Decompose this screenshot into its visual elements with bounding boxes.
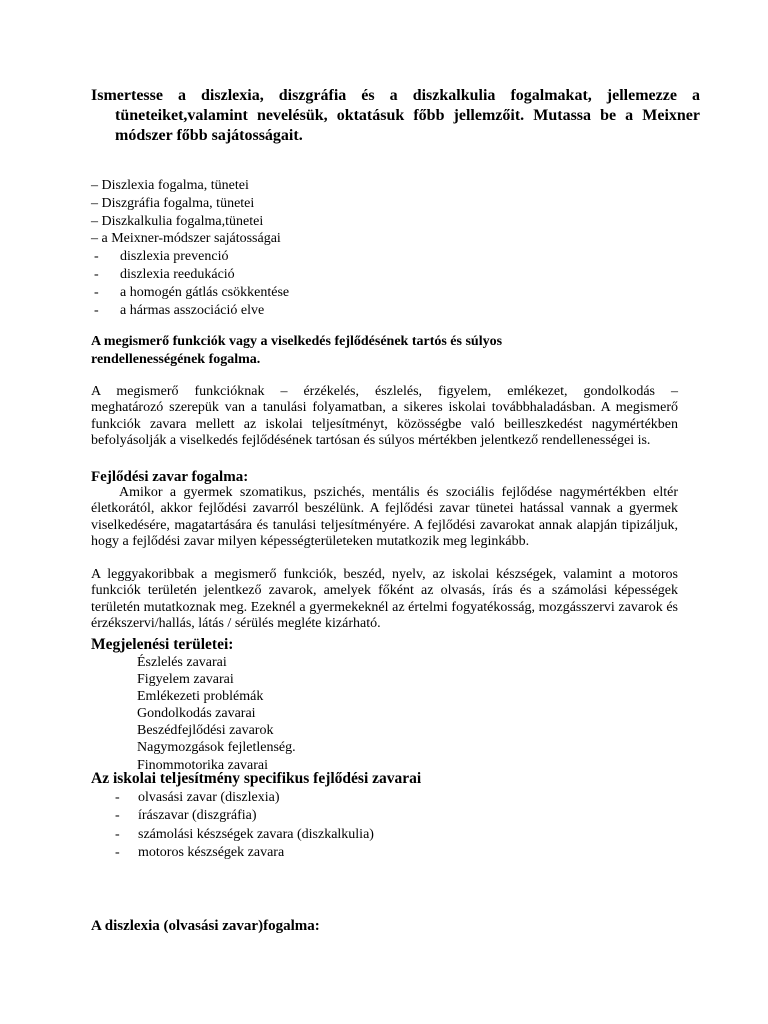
subtopic-text: a hármas asszociáció elve bbox=[120, 302, 265, 318]
topic-item bbox=[91, 177, 491, 195]
dash: - bbox=[115, 808, 120, 824]
list-item: Gondolkodás zavarai bbox=[137, 706, 256, 722]
dash: - bbox=[115, 844, 120, 860]
subtopic-text: diszlexia prevenció bbox=[120, 249, 229, 265]
paragraph-text: Amikor a gyermek szomatikus, pszichés, mentális és szociális fejlődése nagymértékben eltér életkorától, akkor fejlődési zavarról beszélünk. A fejlődési zavar tünetei hatással vannak a gyermek viselkedésére, magatartására és tanulási teljesítményére. A fejlődési zavarokat annak alapján tipizáljuk, hogy a fejlődési zavar milyen képességterületeken mutatkozik meg leginkább. bbox=[91, 485, 678, 550]
dash: - bbox=[94, 284, 99, 300]
paragraph bbox=[91, 485, 678, 551]
list-item-text: olvasási zavar (diszlexia) bbox=[138, 790, 280, 805]
list-item bbox=[91, 807, 374, 825]
topic-item bbox=[91, 230, 491, 248]
subtopic-item bbox=[91, 266, 491, 284]
subtopic-text: diszlexia reedukáció bbox=[120, 266, 235, 282]
area-list bbox=[137, 654, 296, 774]
topic-item bbox=[91, 213, 491, 231]
list-item bbox=[91, 789, 374, 807]
list-item bbox=[91, 844, 374, 862]
topic-item bbox=[91, 195, 491, 213]
dash: - bbox=[94, 266, 99, 282]
list-item: Figyelem zavarai bbox=[137, 672, 234, 688]
section-heading: A megismerő funkciók vagy a viselkedés fejlődésének tartós és súlyos rendellenességének fogalma. bbox=[91, 334, 503, 367]
dash: – bbox=[91, 213, 98, 229]
topic-text: Diszlexia fogalma, tünetei bbox=[101, 178, 249, 193]
topic-list bbox=[91, 177, 491, 319]
dash: – bbox=[91, 195, 98, 211]
paragraph bbox=[91, 384, 678, 450]
list-item-text: írászavar (diszgráfia) bbox=[138, 808, 257, 824]
list-item: Finommotorika zavarai bbox=[137, 757, 269, 773]
disorder-list bbox=[91, 789, 374, 862]
section-heading: Megjelenési területei: bbox=[91, 636, 234, 653]
topic-text: Diszkalkulia fogalma,tünetei bbox=[101, 213, 264, 229]
document-title: Ismertesse a diszlexia, diszgráfia és a diszkalkulia fogalmakat, jellemezze a tüneteiket,valamint nevelésük, oktatásuk főbb jellemzőit. Mutassa be a Meixner módszer főbb sajátosságait. bbox=[91, 87, 700, 144]
paragraph: A leggyakoribbak a megismerő funkciók, beszéd, nyelv, az iskolai készségek, valamint a motoros funkciók területén jelentkező zavarok, amelyek főként az olvasás, írás és a számolási képességek területén mutatkoznak meg. Ezeknél a gyermekeknél az értelmi fogyatékosság, mozgásszervi zavarok és érzékszervi/hallás, látás / sérülés megléte kizárható. bbox=[91, 567, 678, 632]
topic-text: a Meixner-módszer sajátosságai bbox=[101, 231, 281, 247]
dash: - bbox=[94, 302, 99, 318]
subtopic-text: a homogén gátlás csökkentése bbox=[120, 284, 290, 300]
list-item-text: számolási készségek zavara (diszkalkulia) bbox=[138, 826, 374, 842]
section-heading: Az iskolai teljesítmény specifikus fejlődési zavarai bbox=[91, 770, 422, 787]
paragraph-text: meghatározó szerepük van a tanulási folyamatban, a sikeres iskolai továbbhaladásban. A megismerő funkciók zavara mellett az iskolai teljesítményt, közösségbe való beilleszkedést nagymértékben befolyásolják a viselkedés fejlődésének tartósan és súlyos mértékben jelentkező rendellenességei is. bbox=[91, 400, 678, 449]
list-item-text: motoros készségek zavara bbox=[138, 844, 285, 860]
list-item: Nagymozgások fejletlenség. bbox=[137, 740, 296, 756]
dash: - bbox=[94, 249, 99, 265]
dash: – bbox=[91, 178, 98, 193]
dash: – bbox=[91, 231, 98, 247]
subtopic-item bbox=[91, 284, 491, 302]
section-heading: Fejlődési zavar fogalma: bbox=[91, 469, 249, 485]
subtopic-item bbox=[91, 248, 491, 266]
list-item: Beszédfejlődési zavarok bbox=[137, 723, 274, 739]
topic-text: Diszgráfia fogalma, tünetei bbox=[101, 195, 255, 211]
list-item bbox=[91, 826, 374, 844]
subtopic-item bbox=[91, 302, 491, 320]
dash: - bbox=[115, 790, 120, 805]
paragraph-first-line: A megismerő funkcióknak – érzékelés, észlelés, figyelem, emlékezet, gondolkodás – bbox=[91, 384, 678, 399]
list-item: Emlékezeti problémák bbox=[137, 689, 264, 705]
section-heading: A diszlexia (olvasási zavar)fogalma: bbox=[91, 918, 320, 934]
list-item: Észlelés zavarai bbox=[137, 655, 227, 670]
dash: - bbox=[115, 826, 120, 842]
